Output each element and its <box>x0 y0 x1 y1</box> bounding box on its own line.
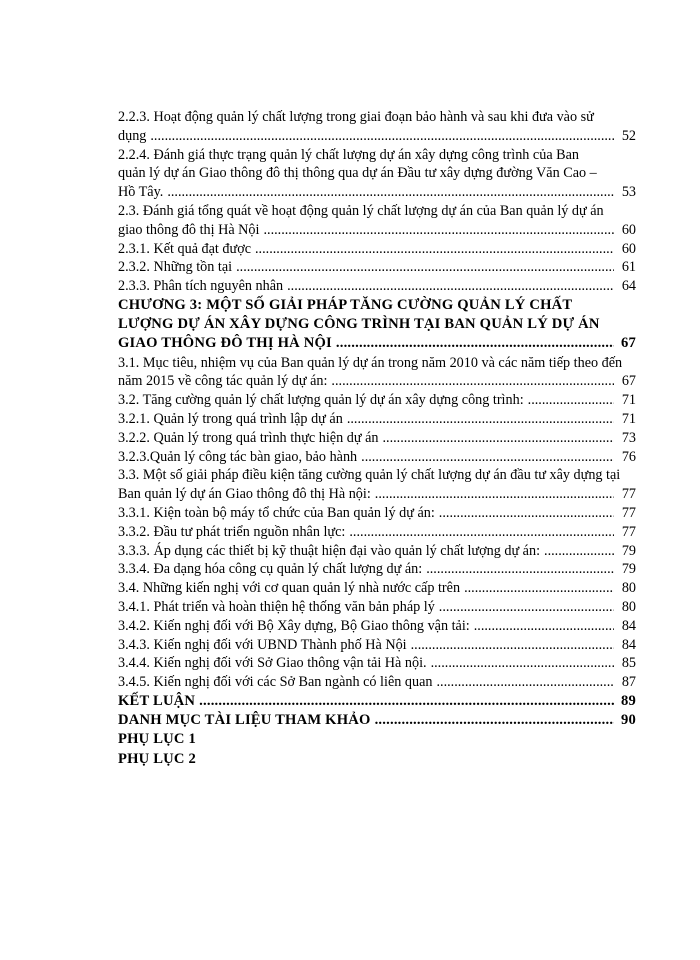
toc-entry <box>118 654 636 673</box>
dot-leader <box>544 542 614 561</box>
dot-leader <box>439 598 614 617</box>
table-of-contents <box>118 108 636 769</box>
page-number: 90 <box>621 712 636 729</box>
toc-entry <box>118 277 636 296</box>
page-number: 80 <box>621 580 636 597</box>
page-number: 80 <box>621 598 636 615</box>
toc-entry-text: 3.3.4. Đa dạng hóa công cụ quản lý chất lượng dự án: <box>118 561 423 578</box>
dot-leader <box>474 617 614 636</box>
toc-entry <box>118 523 636 542</box>
page-number: 67 <box>621 373 636 390</box>
toc-entry-text: 2.2.3. Hoạt động quản lý chất lượng trong giai đoạn bảo hành và sau khi đưa vào sử <box>118 109 594 125</box>
dot-leader <box>439 504 614 523</box>
toc-entry-text: 2.3.1. Kết quả đạt được <box>118 240 251 257</box>
toc-entry-text: DANH MỤC TÀI LIỆU THAM KHẢO <box>118 712 371 729</box>
toc-entry-text: 3.2.3.Quản lý công tác bàn giao, bảo hành <box>118 448 358 465</box>
page-number: 61 <box>621 259 636 276</box>
dot-leader <box>287 277 614 296</box>
page-number: 84 <box>621 617 636 634</box>
toc-entry-text: 3.4.4. Kiến nghị đối với Sở Giao thông vận tải Hà nội. <box>118 655 427 672</box>
page-number: 67 <box>621 335 636 352</box>
dot-leader <box>150 127 614 146</box>
toc-entry <box>118 466 636 504</box>
toc-entry-text: 3.2.2. Quản lý trong quá trình thực hiện dự án <box>118 429 379 446</box>
toc-entry-text: 3.4.2. Kiến nghị đối với Bộ Xây dựng, Bộ Giao thông vận tải: <box>118 617 470 634</box>
page-number: 89 <box>621 692 636 709</box>
toc-entry <box>118 673 636 692</box>
page-number: 77 <box>621 504 636 521</box>
chapter-title: GIAO THÔNG ĐÔ THỊ HÀ NỘI <box>118 335 332 352</box>
page-number: 71 <box>621 392 636 409</box>
dot-leader <box>375 711 614 730</box>
toc-entry-text: 2.3.3. Phân tích nguyên nhân <box>118 278 284 295</box>
page-number: 71 <box>621 410 636 427</box>
dot-leader <box>382 429 614 448</box>
toc-entry-text: 3.4.1. Phát triển và hoàn thiện hệ thống văn bản pháp lý <box>118 598 435 615</box>
dot-leader <box>199 692 614 711</box>
page-number: 79 <box>621 561 636 578</box>
toc-entry-text: PHỤ LỤC 1 <box>118 731 197 748</box>
dot-leader <box>464 579 614 598</box>
toc-entry <box>118 579 636 598</box>
toc-entry-text: 3.3. Một số giải pháp điều kiện tăng cường quản lý chất lượng dự án đầu tư xây dựng tại <box>118 467 621 484</box>
toc-entry-text: 2.3.2. Những tồn tại <box>118 259 233 276</box>
chapter-heading <box>118 296 636 354</box>
page-number: 79 <box>621 542 636 559</box>
toc-entry <box>118 410 636 429</box>
dot-leader <box>426 560 614 579</box>
toc-entry-text: PHỤ LỤC 2 <box>118 750 197 767</box>
toc-entry-text: giao thông đô thị Hà Nội <box>118 221 260 238</box>
toc-entry <box>118 636 636 655</box>
toc-entry-text: 3.4.5. Kiến nghị đối với các Sở Ban ngành có liên quan <box>118 674 433 691</box>
toc-entry <box>118 202 636 240</box>
toc-entry-text: KẾT LUẬN <box>118 692 196 709</box>
toc-entry <box>118 240 636 259</box>
toc-entry <box>118 448 636 467</box>
toc-entry <box>118 560 636 579</box>
toc-entry-text: 3.1. Mục tiêu, nhiệm vụ của Ban quản lý dự án trong năm 2010 và các năm tiếp theo đến <box>118 354 623 371</box>
toc-entry-text: Hồ Tây. <box>118 184 164 201</box>
toc-entry-text: 3.3.1. Kiện toàn bộ máy tổ chức của Ban quản lý dự án: <box>118 504 435 521</box>
dot-leader <box>331 372 614 391</box>
toc-entry-text: 3.3.2. Đầu tư phát triển nguồn nhân lực: <box>118 523 346 540</box>
toc-entry <box>118 617 636 636</box>
dot-leader <box>349 523 614 542</box>
toc-entry <box>118 391 636 410</box>
toc-entry <box>118 429 636 448</box>
toc-entry-text: 2.3. Đánh giá tổng quát về hoạt động quản lý chất lượng dự án của Ban quản lý dự án <box>118 202 604 219</box>
toc-entry-text: quản lý dự án Giao thông đô thị thông qua dự án Đầu tư xây dựng đường Văn Cao – <box>118 165 597 182</box>
page-number: 60 <box>621 240 636 257</box>
dot-leader <box>431 654 614 673</box>
toc-entry-text: 2.2.4. Đánh giá thực trạng quản lý chất lượng dự án xây dựng công trình của Ban <box>118 146 580 163</box>
page-number: 76 <box>621 448 636 465</box>
page-number: 73 <box>621 429 636 446</box>
toc-entry-text: 3.3.3. Áp dụng các thiết bị kỹ thuật hiện đại vào quản lý chất lượng dự án: <box>118 542 541 559</box>
toc-entry <box>118 258 636 277</box>
toc-entry <box>118 692 636 711</box>
toc-entry <box>118 711 636 730</box>
toc-entry-text: 3.2. Tăng cường quản lý chất lượng quản lý dự án xây dựng công trình: <box>118 392 524 409</box>
page-number: 52 <box>621 127 636 144</box>
dot-leader <box>167 183 614 202</box>
page-number: 77 <box>621 523 636 540</box>
dot-leader <box>375 485 614 504</box>
toc-entry <box>118 146 636 202</box>
page-number: 87 <box>621 674 636 691</box>
toc-entry <box>118 108 636 146</box>
dot-leader <box>361 448 614 467</box>
toc-entry-text: năm 2015 về công tác quản lý dự án: <box>118 373 328 390</box>
page-number: 84 <box>621 636 636 653</box>
dot-leader <box>255 240 614 259</box>
toc-entry <box>118 598 636 617</box>
toc-entry-text: 3.4. Những kiến nghị với cơ quan quản lý nhà nước cấp trên <box>118 580 461 597</box>
dot-leader <box>411 636 614 655</box>
dot-leader <box>436 673 614 692</box>
page-number: 77 <box>621 486 636 503</box>
dot-leader <box>347 410 614 429</box>
dot-leader <box>528 391 614 410</box>
page-number: 64 <box>621 278 636 295</box>
toc-entry-text: Ban quản lý dự án Giao thông đô thị Hà nội: <box>118 486 371 503</box>
page-number: 60 <box>621 221 636 238</box>
toc-entry <box>118 504 636 523</box>
toc-entry-text: 3.4.3. Kiến nghị đối với UBND Thành phố Hà Nội <box>118 636 407 653</box>
toc-entry-text: 3.2.1. Quản lý trong quá trình lập dự án <box>118 410 343 427</box>
page-number: 53 <box>621 184 636 201</box>
dot-leader <box>236 258 614 277</box>
page-number: 85 <box>621 655 636 672</box>
chapter-title: CHƯƠNG 3: MỘT SỐ GIẢI PHÁP TĂNG CƯỜNG QUẢN LÝ CHẤT <box>118 296 573 313</box>
dot-leader <box>263 221 614 240</box>
toc-entry <box>118 354 636 392</box>
dot-leader <box>336 334 614 353</box>
chapter-title: LƯỢNG DỰ ÁN XÂY DỰNG CÔNG TRÌNH TẠI BAN QUẢN LÝ DỰ ÁN <box>118 316 600 333</box>
toc-entry-text: dụng <box>118 127 147 144</box>
toc-entry <box>118 542 636 561</box>
